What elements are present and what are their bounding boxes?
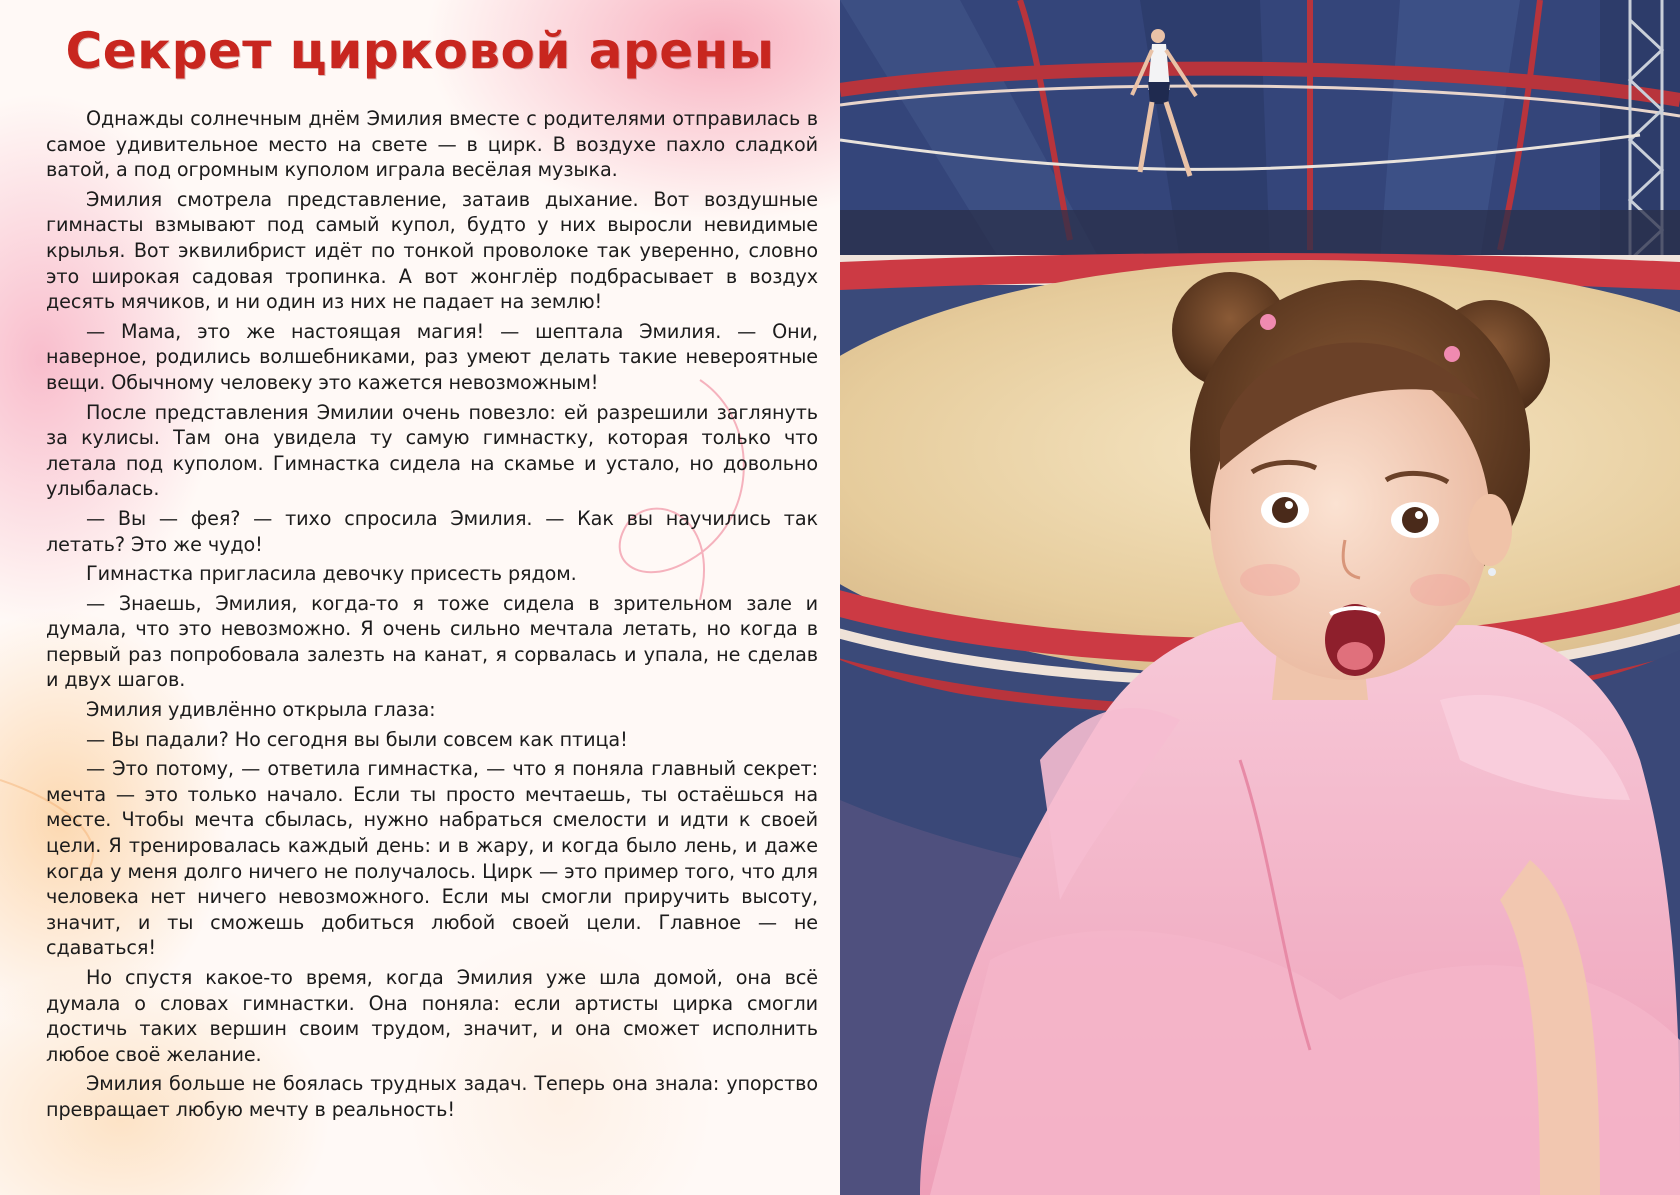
story-paragraph: Однажды солнечным днём Эмилия вместе с родителями отправилась в самое удивительное место на свете — в цирк. В воздухе пахло сладкой ватой, а под огромным куполом играла весёлая музыка. [46,107,818,182]
story-paragraph: — Это потому, — ответила гимнастка, — что я поняла главный секрет: мечта — это только начало. Если ты просто мечтаешь, ты остаёшься на месте. Чтобы мечта сбылась, нужно набраться смелости и идти к своей цели. Я тренировалась каждый день: и в жару, и когда было лень, и даже когда у меня долго ничего не получалось. Цирк — это пример того, что для человека нет ничего невозможного. Если мы смогли приручить высоту, значит, и ты сможешь добиться любой своей цели. Главное — не сдаваться! [46,757,818,960]
story-paragraph: Гимнастка пригласила девочку присесть рядом. [86,562,577,586]
circus-illustration [840,0,1680,1195]
story-text [46,106,818,1127]
story-paragraph: Эмилия удивлённо открыла глаза: [86,698,436,722]
story-paragraph: — Вы — фея? — тихо спросила Эмилия. — Как вы научились так летать? Это же чудо! [46,506,818,556]
story-paragraph: Эмилия больше не боялась трудных задач. Теперь она знала: упорство превращает любую мечту в реальность! [46,1072,818,1121]
story-paragraph: Эмилия смотрела представление, затаив дыхание. Вот воздушные гимнасты взмывают под самый купол, будто у них выросли невидимые крылья. Вот эквилибрист идёт по тонкой проволоке так уверенно, словно это широкая садовая тропинка. А вот жонглёр подбрасывает в воздух десять мячиков, и ни один из них не падает на землю! [46,187,818,314]
story-paragraph: Но спустя какое-то время, когда Эмилия уже шла домой, она всё думала о словах гимнастки. Она поняла: если артисты цирка смогли достичь таких вершин своим трудом, значит, и она сможет исполнить любое своё желание. [46,966,818,1066]
story-paragraph: — Знаешь, Эмилия, когда-то я тоже сидела в зрительном зале и думала, что это невозможно. Я очень сильно мечтала летать, но когда в первый раз попробовала залезть на канат, я сорвалась и упала, не сделав и двух шагов. [46,591,818,692]
story-paragraph: — Вы падали? Но сегодня вы были совсем как птица! [86,727,628,751]
illustration-page [840,0,1680,1195]
story-paragraph: — Мама, это же настоящая магия! — шептала Эмилия. — Они, наверное, родились волшебниками, раз умеют делать такие невероятные вещи. Обычному человеку это кажется невозможным! [46,319,818,394]
story-paragraph: После представления Эмилии очень повезло: ей разрешили заглянуть за кулисы. Там она увидела ту самую гимнастку, которая только что летала под куполом. Гимнастка сидела на скамье и устало, но довольно улыбалась. [46,400,818,501]
page-title: Секрет цирковой арены [65,22,775,80]
